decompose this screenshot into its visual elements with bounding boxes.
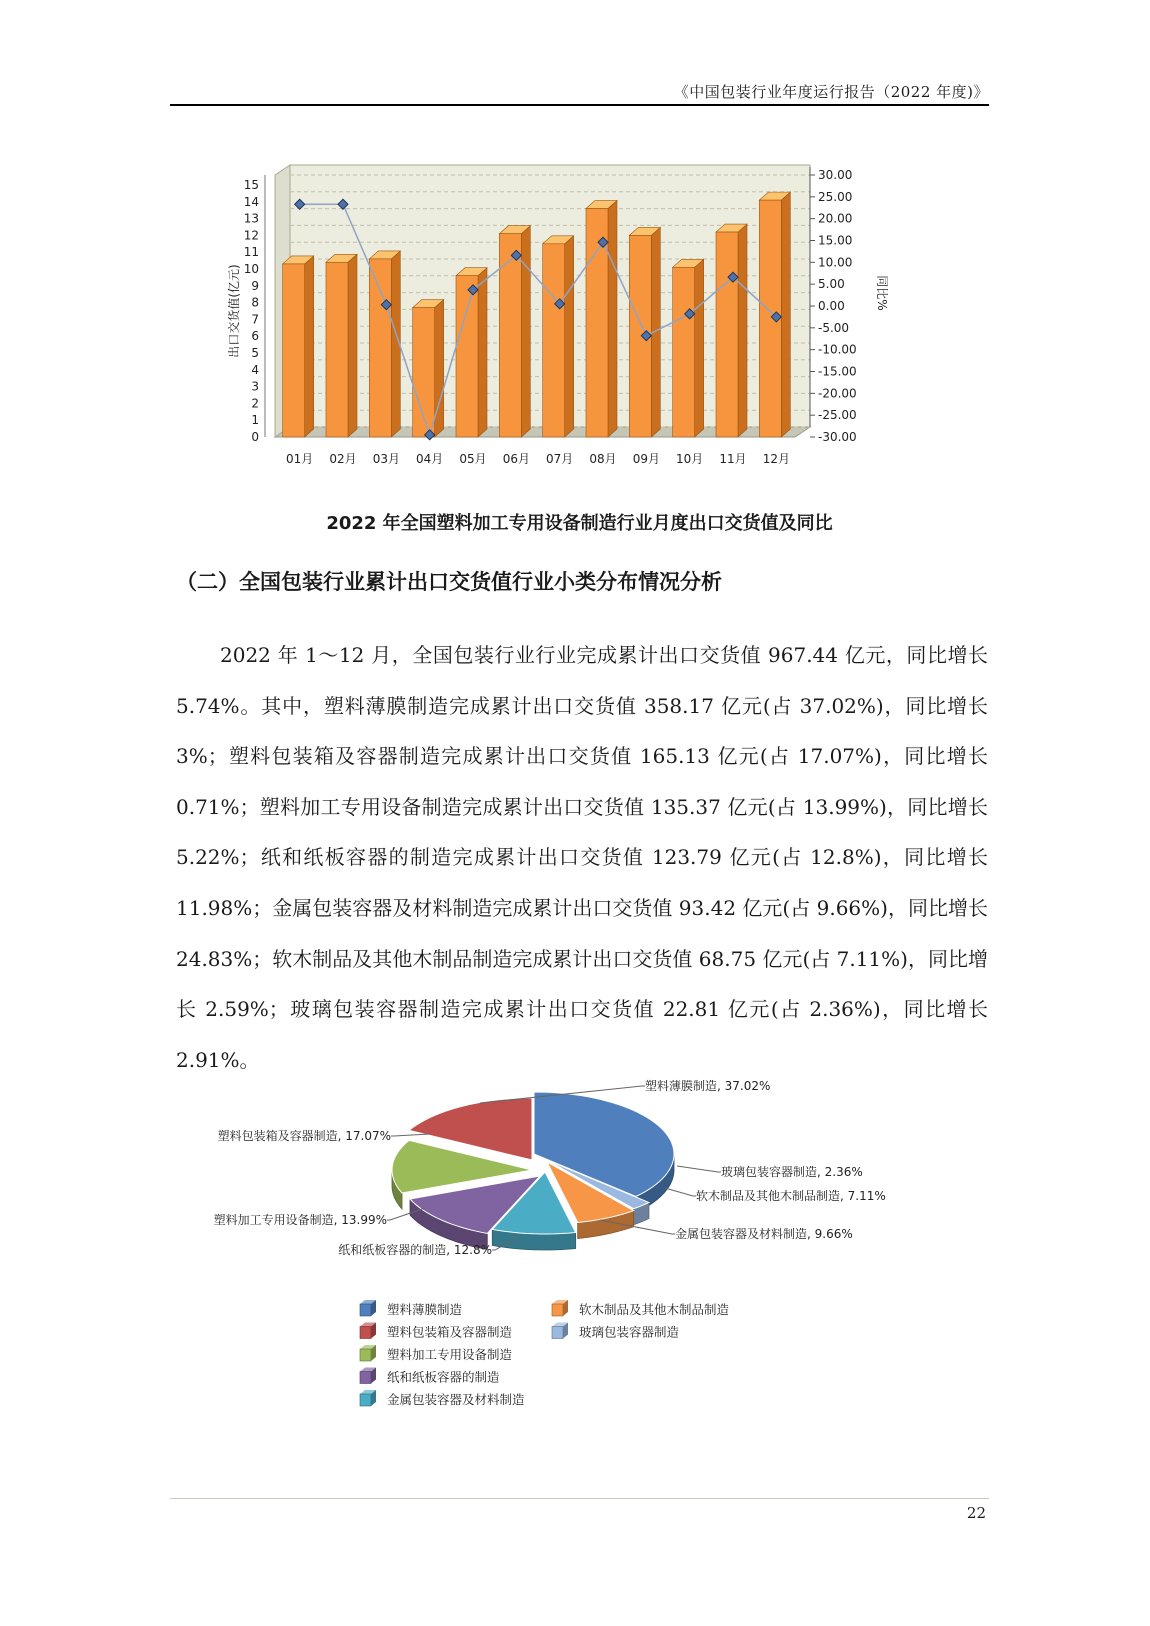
left-axis-title: 出口交货值(亿元) xyxy=(227,264,241,358)
bar-front xyxy=(673,267,695,437)
body-paragraph: 2022 年 1～12 月，全国包装行业行业完成累计出口交货值 967.44 亿元，同比增长 5.74%。其中，塑料薄膜制造完成累计出口交货值 358.17 亿元(占 37.02%)，同比增长 3%；塑料包装箱及容器制造完成累计出口交货值 165.13 亿元(占 17.07%)，同比增长 0.71%；塑料加工专用设备制造完成累计出口交货值 135.37 亿元(占 13.99%)，同比增长 5.22%；纸和纸板容器的制造完成累计出口交货值 123.79 亿元(占 12.8%)，同比增长 11.98%；金属包装容器及材料制造完成累计出口交货值 93.42 亿元(占 9.66%)，同比增长 24.83%；软木制品及其他木制品制造完成累计出口交货值 68.75 亿元(占 7.11%)，同比增长 2.59%；玻璃包装容器制造完成累计出口交货值 22.81 亿元(占 2.36%)，同比增长 2.91%。 xyxy=(176,643,988,1072)
pie-slice-label: 塑料包装箱及容器制造, 17.07% xyxy=(217,1129,391,1143)
legend-item xyxy=(552,1323,680,1340)
pie-callout-line xyxy=(677,1166,721,1172)
x-category-label: 10月 xyxy=(676,452,704,466)
right-axis-title: 同比% xyxy=(875,275,889,311)
x-category-label: 01月 xyxy=(286,452,314,466)
left-axis-tick-label: 9 xyxy=(251,278,259,293)
bar xyxy=(716,224,747,437)
pie-slice-label: 塑料薄膜制造, 37.02% xyxy=(645,1079,771,1093)
pie-slice xyxy=(534,1092,674,1196)
right-axis-tick-label: -10.00 xyxy=(818,342,857,357)
pie-slice-label: 塑料加工专用设备制造, 13.99% xyxy=(213,1213,387,1227)
right-axis-tick-label: 0.00 xyxy=(818,299,845,313)
section-heading: （二）全国包装行业累计出口交货值行业小类分布情况分析 xyxy=(176,570,722,594)
left-axis-tick-label: 8 xyxy=(251,295,259,310)
legend-swatch xyxy=(552,1304,563,1316)
legend-item xyxy=(360,1390,525,1407)
pie-callout-line xyxy=(665,1188,696,1196)
bar-side xyxy=(435,300,444,437)
legend-label: 塑料包装箱及容器制造 xyxy=(387,1324,513,1340)
bar xyxy=(673,259,704,437)
bar xyxy=(586,201,617,437)
legend-swatch xyxy=(360,1394,371,1406)
left-axis-tick-label: 7 xyxy=(251,312,259,327)
x-category-label: 04月 xyxy=(416,452,444,466)
left-axis-tick-label: 15 xyxy=(243,178,259,192)
bar xyxy=(326,254,357,437)
legend-item xyxy=(360,1323,513,1340)
bar-front xyxy=(543,244,565,437)
x-category-label: 09月 xyxy=(632,452,660,466)
left-axis-tick-label: 3 xyxy=(251,379,259,394)
pie-slice-label: 纸和纸板容器的制造, 12.8% xyxy=(338,1243,492,1257)
page-number: 22 xyxy=(966,1504,986,1522)
bar-side xyxy=(738,224,747,437)
left-axis-tick-label: 6 xyxy=(251,329,259,344)
bar-front xyxy=(456,276,478,437)
legend-item xyxy=(360,1300,463,1317)
bar-front xyxy=(283,264,305,437)
legend-swatch xyxy=(360,1349,371,1361)
left-axis-tick-label: 14 xyxy=(243,194,259,209)
left-axis-tick-label: 12 xyxy=(243,228,259,243)
legend-label: 塑料薄膜制造 xyxy=(387,1302,463,1317)
right-axis-tick-label: 10.00 xyxy=(818,255,853,270)
left-axis-tick-label: 4 xyxy=(251,362,259,377)
bar xyxy=(413,300,444,437)
left-axis-tick-label: 2 xyxy=(251,396,259,411)
x-category-label: 08月 xyxy=(589,452,617,466)
bar-side xyxy=(521,226,530,437)
right-axis-tick-label: 25.00 xyxy=(818,189,853,204)
right-axis-tick-label: -25.00 xyxy=(818,408,857,423)
monthly-export-bar-chart xyxy=(225,160,895,480)
left-axis-tick-label: 10 xyxy=(243,262,259,276)
bar-side xyxy=(348,254,357,437)
bar-chart-caption: 2022 年全国塑料加工专用设备制造行业月度出口交货值及同比 xyxy=(326,513,833,534)
footer-rule xyxy=(170,1498,989,1499)
bar-side xyxy=(565,236,574,437)
legend-swatch xyxy=(552,1327,563,1339)
x-category-label: 02月 xyxy=(329,452,357,466)
legend-swatch xyxy=(360,1372,371,1384)
right-axis-tick-label: -30.00 xyxy=(818,430,857,444)
pie-slice-label: 金属包装容器及材料制造, 9.66% xyxy=(675,1227,853,1241)
x-category-label: 06月 xyxy=(502,452,530,466)
left-axis-tick-label: 0 xyxy=(251,430,259,444)
x-category-label: 11月 xyxy=(719,452,747,466)
left-axis-tick-label: 13 xyxy=(243,211,259,226)
bar-side xyxy=(305,256,314,437)
x-category-label: 03月 xyxy=(372,452,400,466)
bar-side xyxy=(695,259,704,437)
legend-label: 金属包装容器及材料制造 xyxy=(387,1392,525,1407)
pie-legend xyxy=(360,1300,730,1407)
left-axis-tick-label: 11 xyxy=(243,245,259,260)
right-axis-tick-label: -5.00 xyxy=(818,320,850,335)
bar-front xyxy=(499,234,521,437)
x-category-label: 07月 xyxy=(546,452,574,466)
bar xyxy=(543,236,574,437)
left-axis-tick-label: 1 xyxy=(251,413,259,428)
right-axis-tick-label: -15.00 xyxy=(818,364,857,379)
pie-callout-line xyxy=(391,1134,430,1136)
bar xyxy=(369,251,400,437)
legend-label: 软木制品及其他木制品制造 xyxy=(579,1302,730,1317)
x-category-label: 05月 xyxy=(459,452,487,466)
legend-label: 纸和纸板容器的制造 xyxy=(387,1369,500,1385)
left-axis-tick-label: 5 xyxy=(251,346,259,360)
pie-slice-label: 玻璃包装容器制造, 2.36% xyxy=(721,1165,863,1179)
legend-swatch xyxy=(360,1327,371,1339)
legend-label: 玻璃包装容器制造 xyxy=(579,1324,680,1340)
right-axis-tick-label: -20.00 xyxy=(818,386,857,401)
legend-swatch xyxy=(360,1304,371,1316)
header-rule xyxy=(170,104,989,106)
category-share-pie-chart xyxy=(190,1079,950,1423)
bar-front xyxy=(326,262,348,437)
bar-side xyxy=(608,201,617,437)
right-axis-tick-label: 5.00 xyxy=(818,277,845,292)
bar-front xyxy=(716,232,738,437)
bar xyxy=(283,256,314,437)
legend-label: 塑料加工专用设备制造 xyxy=(387,1347,513,1362)
running-header: 《中国包装行业年度运行报告（2022 年度)》 xyxy=(673,83,989,101)
right-axis-tick-label: 20.00 xyxy=(818,211,853,226)
right-axis-tick-label: 30.00 xyxy=(818,168,853,182)
x-category-label: 12月 xyxy=(762,452,790,466)
bar-front xyxy=(369,259,391,437)
pie-slice-label: 软木制品及其他木制品制造, 7.11% xyxy=(696,1189,886,1203)
bar-side xyxy=(781,192,790,437)
legend-item xyxy=(552,1300,730,1317)
bar-side xyxy=(478,268,487,437)
right-axis-tick-label: 15.00 xyxy=(818,233,853,248)
legend-item xyxy=(360,1345,513,1362)
legend-item xyxy=(360,1368,500,1385)
